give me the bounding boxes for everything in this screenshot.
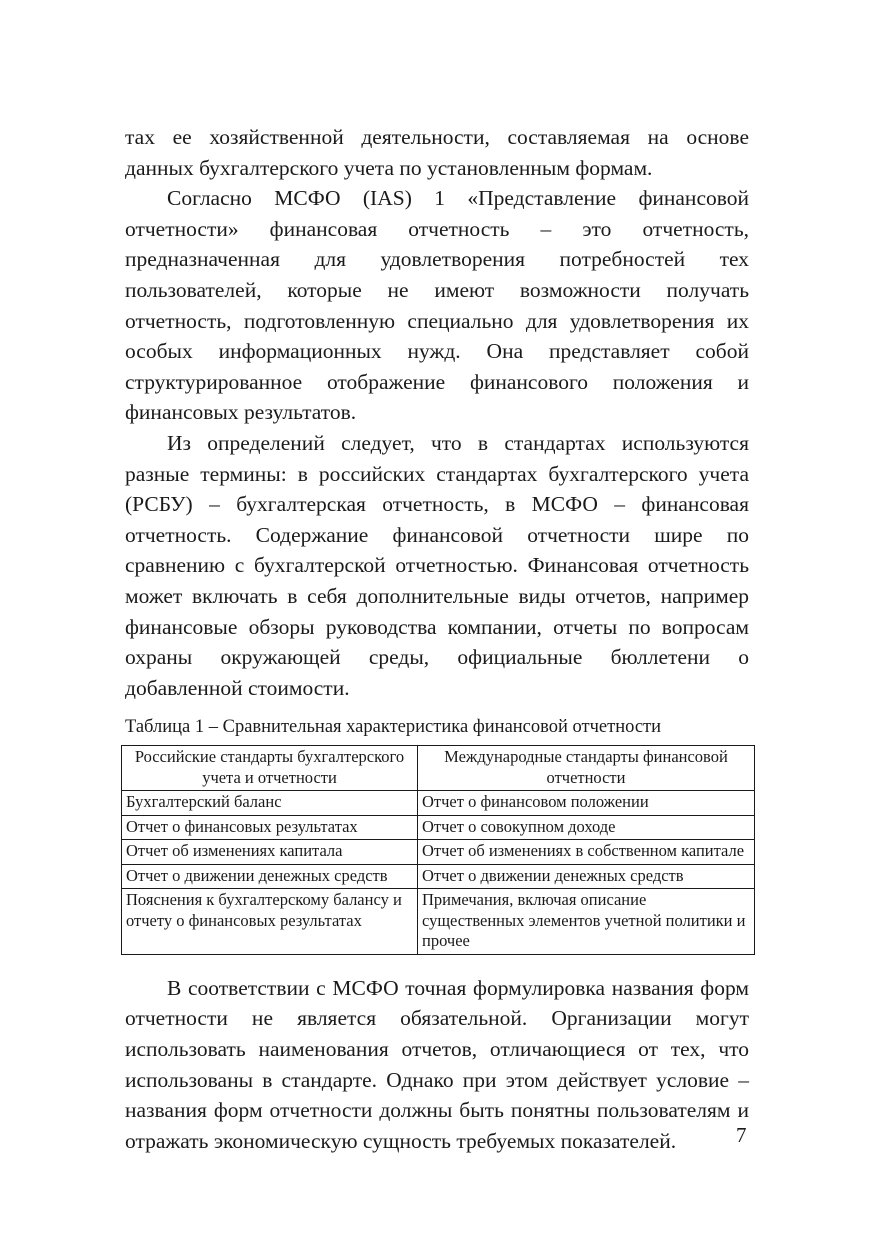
paragraph-continuation: тах ее хозяйственной деятельности, составляемая на основе данных бухгалтерского учета по установленным формам. — [125, 125, 749, 180]
table-row — [122, 791, 755, 816]
table-cell-ifrs: Примечания, включая описание существенных элементов учетной политики и прочее — [418, 889, 755, 955]
table-cell-rsbu: Бухгалтерский баланс — [122, 791, 418, 816]
table-cell-rsbu: Отчет о финансовых результатах — [122, 815, 418, 840]
paragraph-ias-definition: Согласно МСФО (IAS) 1 «Представление финансовой отчетности» финансовая отчетность – это отчетность, предназначенная для удовлетворения потребностей тех пользователей, которые не имеют возможности получать отчетность, подготовленную специально для удовлетворения их особых информационных нужд. Она представляет собой структурированное отображение финансового положения и финансовых результатов. — [125, 186, 749, 425]
table-header-row — [122, 746, 755, 791]
table-caption: Таблица 1 – Сравнительная характеристика финансовой отчетности — [125, 717, 662, 738]
table-cell-ifrs: Отчет о движении денежных средств — [418, 864, 755, 889]
comparison-table — [121, 745, 755, 955]
table-row — [122, 840, 755, 865]
table-row — [122, 889, 755, 955]
table-cell-rsbu: Отчет о движении денежных средств — [122, 864, 418, 889]
table-row — [122, 864, 755, 889]
table-cell-rsbu: Отчет об изменениях капитала — [122, 840, 418, 865]
table-cell-ifrs: Отчет об изменениях в собственном капитале — [418, 840, 755, 865]
table-cell-rsbu: Пояснения к бухгалтерскому балансу и отчету о финансовых результатах — [122, 889, 418, 955]
table-row — [122, 815, 755, 840]
paragraph-terms: Из определений следует, что в стандартах используются разные термины: в российских стандартах бухгалтерского учета (РСБУ) – бухгалтерская отчетность, в МСФО – финансовая отчетность. Содержание финансовой отчетности шире по сравнению с бухгалтерской отчетностью. Финансовая отчетность может включать в себя дополнительные виды отчетов, например финансовые обзоры руководства компании, отчеты по вопросам охраны окружающей среды, официальные бюллетени о добавленной стоимости. — [125, 430, 749, 700]
page-number: 7 — [736, 1123, 747, 1147]
table-cell-ifrs: Отчет о совокупном доходе — [418, 815, 755, 840]
paragraph-form-names: В соответствии с МСФО точная формулировка названия форм отчетности не является обязательной. Организации могут использовать наименования отчетов, отличающиеся от тех, что использованы в стандарте. Однако при этом действует условие – названия форм отчетности должны быть понятны пользователям и отражать экономическую сущность требуемых показателей. — [125, 975, 749, 1153]
header-rsbu: Российские стандарты бухгалтерского учета и отчетности — [122, 746, 418, 791]
table-cell-ifrs: Отчет о финансовом положении — [418, 791, 755, 816]
header-ifrs: Международные стандарты финансовой отчетности — [418, 746, 755, 791]
page-body — [125, 122, 749, 1156]
